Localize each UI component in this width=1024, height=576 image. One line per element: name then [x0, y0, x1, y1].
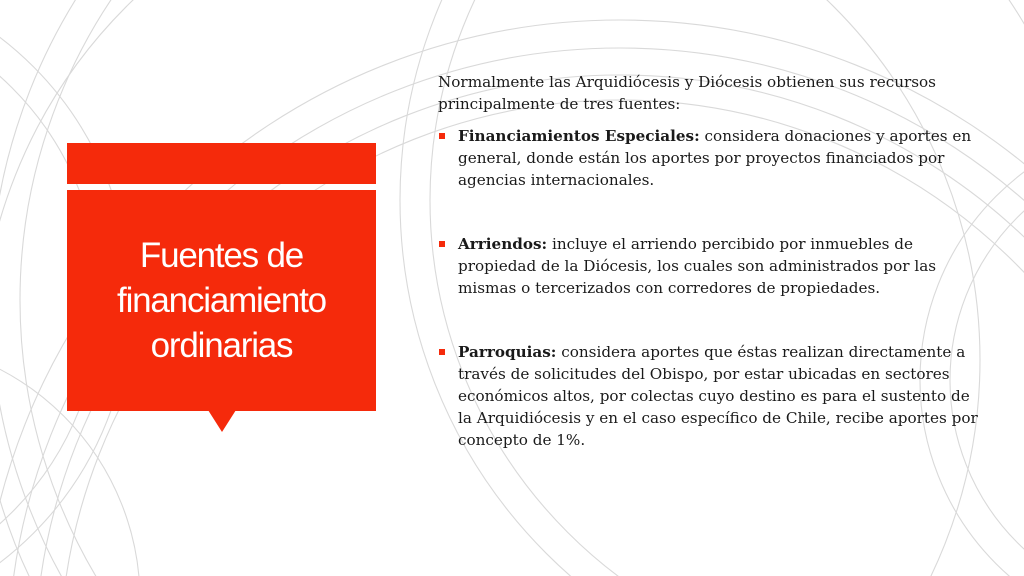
intro-text: Normalmente las Arquidiócesis y Diócesis obtienen sus recursos principalmente de tres fuentes:: [438, 73, 936, 113]
bullet-arriendos: [438, 233, 983, 299]
bullet-term: Parroquias:: [458, 343, 557, 361]
bullet-financiamientos: [438, 125, 983, 191]
square-bullet-icon: [439, 133, 445, 139]
square-bullet-icon: [439, 349, 445, 355]
bullet-term: Financiamientos Especiales:: [458, 127, 700, 145]
bullet-term: Arriendos:: [458, 235, 548, 253]
slide-content: [438, 71, 983, 451]
bullet-parroquias: [438, 341, 983, 451]
bullet-text: considera aportes que éstas realizan directamente a través de solicitudes del Obispo, por estar ubicadas en sectores económicos altos, por colectas cuyo destino es para el sustento de la Arquidiócesis y en el caso específico de Chile, recibe aportes por concepto de 1%.: [458, 343, 978, 449]
bullet-text: considera donaciones y aportes en general, donde están los aportes por proyectos financiados por agencias internacionales.: [458, 127, 972, 189]
title-panel: [67, 190, 376, 411]
title-accent-strip: [67, 143, 376, 184]
slide-title: Fuentes de financiamiento ordinarias: [117, 236, 326, 365]
bullet-list: [438, 125, 983, 451]
square-bullet-icon: [439, 241, 445, 247]
title-panel-pointer: [208, 410, 236, 432]
bullet-text: incluye el arriendo percibido por inmuebles de propiedad de la Diócesis, los cuales son administrados por las mismas o tercerizados con corredores de propiedades.: [458, 235, 937, 297]
